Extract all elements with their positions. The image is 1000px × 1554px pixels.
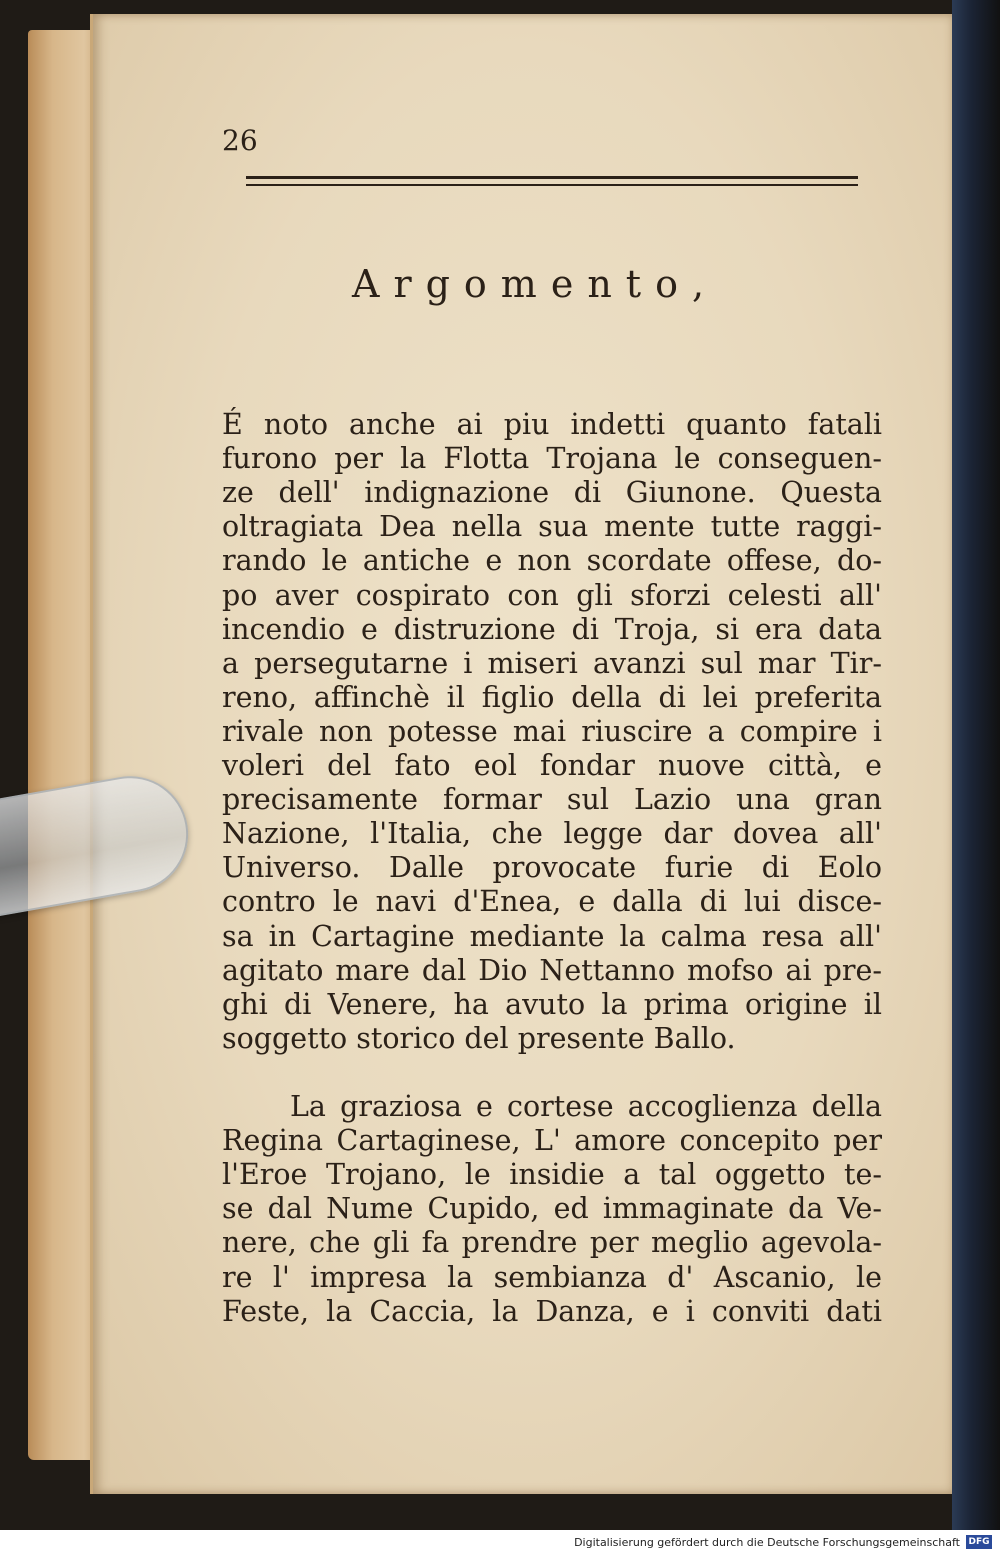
text-line: ghi di Venere, ha avuto la prima origine il	[222, 987, 882, 1021]
text-line: Regina Cartaginese, L' amore concepito per	[222, 1124, 882, 1158]
text-line: Universo. Dalle provocate furie di Eolo	[222, 851, 882, 885]
underlying-page-edge	[28, 30, 98, 1460]
text-line: se dal Nume Cupido, ed immaginate da Ve-	[222, 1192, 882, 1226]
header-rule	[246, 176, 858, 186]
text-line: agitato mare dal Dio Nettanno mofso ai pre-	[222, 953, 882, 987]
text-line: incendio e distruzione di Troja, si era data	[222, 612, 882, 646]
text-line: rando le antiche e non scordate offese, do-	[222, 544, 882, 578]
footer-credit: Digitalisierung gefördert durch die Deutsche Forschungsgemeinschaft	[574, 1536, 960, 1549]
text-line: po aver cospirato con gli sforzi celesti all'	[222, 578, 882, 612]
text-line: Nazione, l'Italia, che legge dar dovea all'	[222, 817, 882, 851]
text-line: La graziosa e cortese accoglienza della	[290, 1090, 882, 1123]
text-line: precisamente formar sul Lazio una gran	[222, 783, 882, 817]
text-line: soggetto storico del presente Ballo.	[222, 1021, 736, 1055]
dfg-logo: DFG	[966, 1535, 992, 1549]
text-line: l'Eroe Trojano, le insidie a tal oggetto te-	[222, 1158, 882, 1192]
page-number: 26	[222, 124, 258, 157]
text-line: oltragiata Dea nella sua mente tutte raggi-	[222, 510, 882, 544]
text-line: sa in Cartagine mediante la calma resa all'	[222, 919, 882, 953]
page-title: Argomento,	[352, 262, 719, 306]
text-line: contro le navi d'Enea, e dalla di lui disce-	[222, 885, 882, 919]
text-line: a persegutarne i miseri avanzi sul mar Tir-	[222, 646, 882, 680]
text-line: furono per la Flotta Trojana le conseguen-	[222, 442, 882, 476]
text-line: re l' impresa la sembianza d' Ascanio, le	[222, 1260, 882, 1294]
scan-border	[952, 0, 1000, 1554]
text-line: ze dell' indignazione di Giunone. Questa	[222, 476, 882, 510]
text-line: reno, affinchè il figlio della di lei preferita	[222, 680, 882, 714]
text-line: nere, che gli fa prendre per meglio agevola-	[222, 1226, 882, 1260]
text-line: rivale non potesse mai riuscire a compire i	[222, 714, 882, 748]
text-line: É noto anche ai piu indetti quanto fatali	[222, 408, 882, 441]
text-line: Feste, la Caccia, la Danza, e i conviti dati	[222, 1294, 882, 1328]
text-line: voleri del fato eol fondar nuove città, e	[222, 749, 882, 782]
